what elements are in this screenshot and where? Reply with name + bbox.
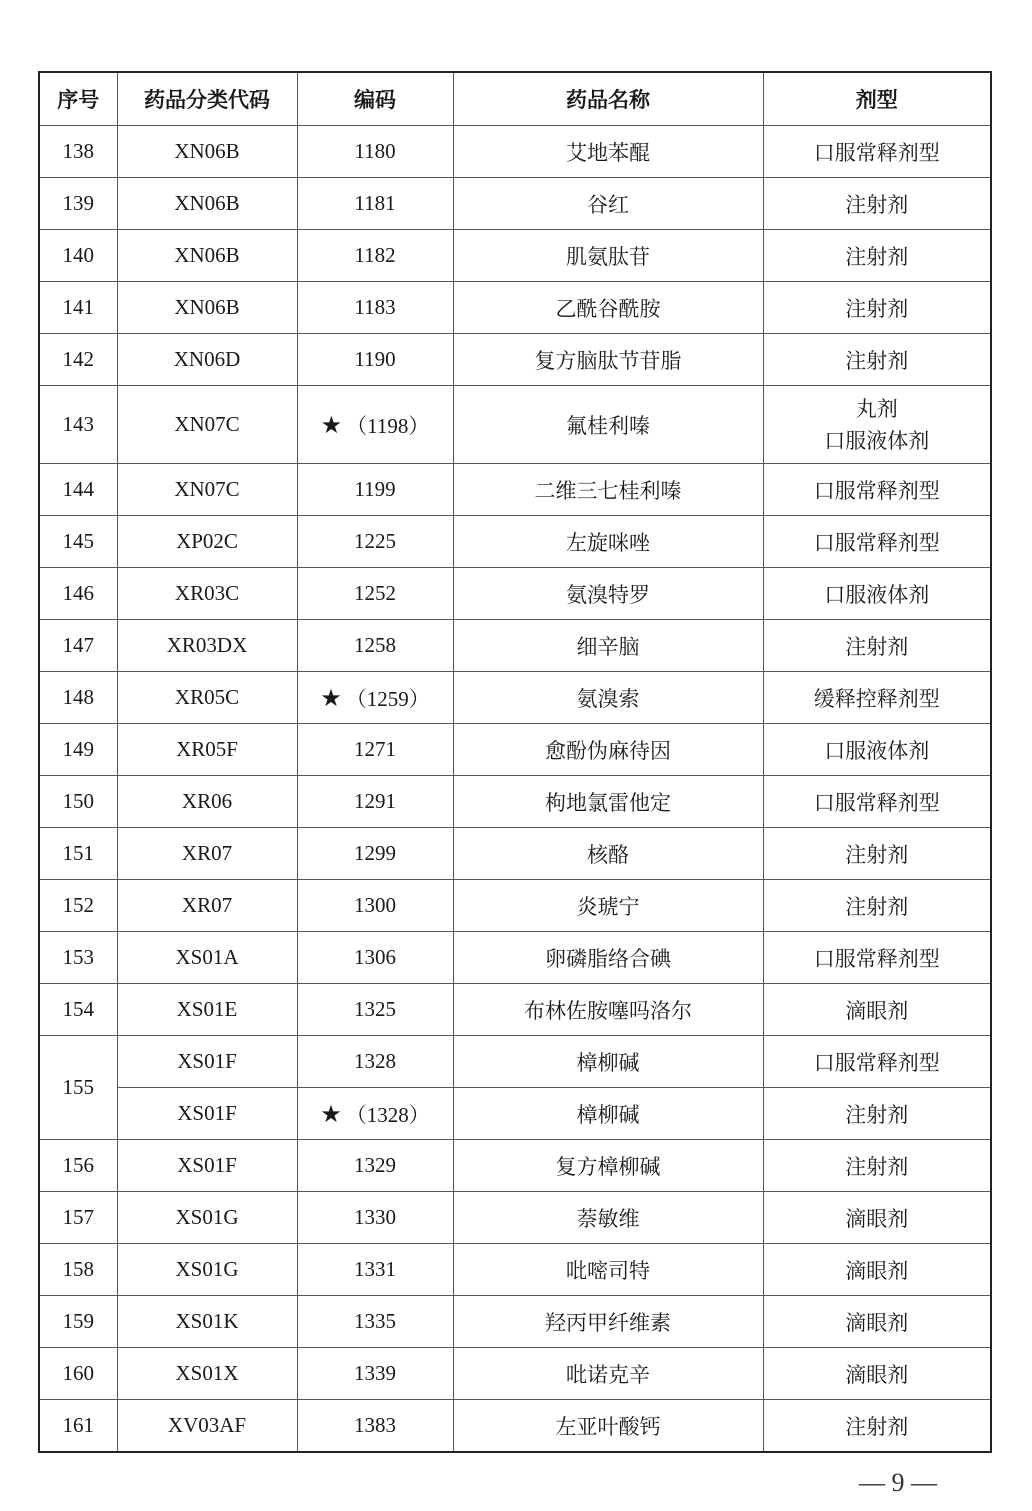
dosage-form-line: 滴眼剂 — [845, 1362, 909, 1387]
cell-drug-name: 氟桂利嗪 — [453, 386, 763, 464]
cell-category-code: XN06B — [117, 178, 297, 230]
cell-category-code: XS01A — [117, 932, 297, 984]
dosage-form-line: 注射剂 — [845, 296, 909, 321]
dosage-form-line: 口服常释剂型 — [813, 790, 940, 815]
cell-code — [297, 1088, 453, 1140]
code-value: 1330 — [354, 1205, 396, 1229]
page-number: — 9 — — [859, 1468, 937, 1497]
cell-drug-name: 氨溴特罗 — [453, 568, 763, 620]
dosage-form-line: 注射剂 — [845, 1102, 909, 1127]
table-row — [39, 1192, 991, 1244]
cell-code — [297, 464, 453, 516]
cell-seq: 157 — [39, 1192, 117, 1244]
code-value: 1180 — [354, 139, 396, 163]
dosage-form-line: 丸剂 — [855, 396, 898, 421]
cell-dosage-form — [763, 516, 991, 568]
cell-seq: 152 — [39, 880, 117, 932]
cell-seq: 140 — [39, 230, 117, 282]
table-row — [39, 620, 991, 672]
star-icon: ★ — [320, 412, 343, 439]
cell-dosage-form — [763, 620, 991, 672]
cell-dosage-form — [763, 880, 991, 932]
cell-category-code: XS01X — [117, 1348, 297, 1400]
cell-category-code: XR03DX — [117, 620, 297, 672]
cell-category-code: XN06B — [117, 230, 297, 282]
cell-code — [297, 724, 453, 776]
table-row — [39, 672, 991, 724]
table-row — [39, 828, 991, 880]
cell-seq: 155 — [39, 1036, 117, 1140]
cell-drug-name: 吡嘧司特 — [453, 1244, 763, 1296]
cell-seq: 153 — [39, 932, 117, 984]
cell-category-code: XR06 — [117, 776, 297, 828]
cell-category-code: XP02C — [117, 516, 297, 568]
cell-dosage-form — [763, 178, 991, 230]
cell-seq: 159 — [39, 1296, 117, 1348]
code-value: （1328） — [345, 1102, 430, 1127]
cell-drug-name: 樟柳碱 — [453, 1088, 763, 1140]
cell-dosage-form — [763, 334, 991, 386]
cell-category-code: XN07C — [117, 386, 297, 464]
code-value: （1259） — [345, 686, 430, 711]
dosage-form-line: 口服液体剂 — [824, 582, 930, 607]
header-seq: 序号 — [39, 72, 117, 126]
cell-code — [297, 1348, 453, 1400]
cell-code — [297, 932, 453, 984]
cell-seq: 146 — [39, 568, 117, 620]
code-value: 1339 — [354, 1361, 396, 1385]
cell-seq: 151 — [39, 828, 117, 880]
code-value: 1225 — [354, 529, 396, 553]
table-row — [39, 178, 991, 230]
table-row — [39, 1400, 991, 1453]
cell-code — [297, 620, 453, 672]
cell-category-code: XS01K — [117, 1296, 297, 1348]
drug-table — [38, 71, 992, 1453]
cell-seq: 158 — [39, 1244, 117, 1296]
cell-code — [297, 1296, 453, 1348]
table-row — [39, 1296, 991, 1348]
dosage-form-line: 缓释控释剂型 — [813, 686, 940, 711]
cell-dosage-form — [763, 672, 991, 724]
dosage-form-line: 注射剂 — [845, 894, 909, 919]
cell-dosage-form — [763, 126, 991, 178]
dosage-form-line: 注射剂 — [845, 842, 909, 867]
code-value: 1190 — [354, 347, 396, 371]
cell-dosage-form — [763, 932, 991, 984]
cell-category-code: XN06B — [117, 126, 297, 178]
cell-code — [297, 230, 453, 282]
cell-drug-name: 谷红 — [453, 178, 763, 230]
table-row — [39, 1348, 991, 1400]
cell-code — [297, 1036, 453, 1088]
cell-dosage-form — [763, 464, 991, 516]
table-row — [39, 386, 991, 464]
code-value: 1331 — [354, 1257, 396, 1281]
cell-dosage-form — [763, 1140, 991, 1192]
cell-drug-name: 左旋咪唑 — [453, 516, 763, 568]
code-value: 1258 — [354, 633, 396, 657]
code-value: 1181 — [354, 191, 396, 215]
table-row — [39, 334, 991, 386]
table-row — [39, 776, 991, 828]
cell-category-code: XS01E — [117, 984, 297, 1036]
cell-drug-name: 细辛脑 — [453, 620, 763, 672]
cell-drug-name: 炎琥宁 — [453, 880, 763, 932]
dosage-form-line: 口服常释剂型 — [813, 478, 940, 503]
cell-dosage-form — [763, 1296, 991, 1348]
cell-seq: 156 — [39, 1140, 117, 1192]
code-value: 1383 — [354, 1413, 396, 1437]
cell-seq: 138 — [39, 126, 117, 178]
cell-drug-name: 核酪 — [453, 828, 763, 880]
code-value: 1306 — [354, 945, 396, 969]
code-value: 1183 — [354, 295, 396, 319]
cell-category-code: XS01F — [117, 1036, 297, 1088]
cell-dosage-form — [763, 1400, 991, 1453]
dosage-form-line: 滴眼剂 — [845, 998, 909, 1023]
cell-category-code: XS01F — [117, 1088, 297, 1140]
dosage-form-line: 口服液体剂 — [824, 428, 930, 453]
cell-code — [297, 178, 453, 230]
table-row — [39, 1244, 991, 1296]
dosage-form-line: 注射剂 — [845, 634, 909, 659]
cell-category-code: XN07C — [117, 464, 297, 516]
cell-drug-name: 萘敏维 — [453, 1192, 763, 1244]
table-row — [39, 568, 991, 620]
cell-drug-name: 樟柳碱 — [453, 1036, 763, 1088]
cell-dosage-form — [763, 984, 991, 1036]
dosage-form-line: 注射剂 — [845, 192, 909, 217]
table-row — [39, 464, 991, 516]
code-value: 1300 — [354, 893, 396, 917]
table-row — [39, 724, 991, 776]
cell-drug-name: 肌氨肽苷 — [453, 230, 763, 282]
dosage-form-line: 注射剂 — [845, 348, 909, 373]
cell-seq: 143 — [39, 386, 117, 464]
header-category-code: 药品分类代码 — [117, 72, 297, 126]
cell-seq: 154 — [39, 984, 117, 1036]
code-value: （1198） — [346, 413, 430, 438]
cell-drug-name: 左亚叶酸钙 — [453, 1400, 763, 1453]
cell-code — [297, 672, 453, 724]
dosage-form-line: 注射剂 — [845, 1154, 909, 1179]
cell-code — [297, 386, 453, 464]
cell-dosage-form — [763, 1244, 991, 1296]
cell-seq: 145 — [39, 516, 117, 568]
table-row — [39, 516, 991, 568]
table-row — [39, 880, 991, 932]
header-code: 编码 — [297, 72, 453, 126]
cell-code — [297, 984, 453, 1036]
cell-seq: 148 — [39, 672, 117, 724]
dosage-form-line: 口服常释剂型 — [813, 530, 940, 555]
cell-category-code: XN06B — [117, 282, 297, 334]
code-value: 1329 — [354, 1153, 396, 1177]
cell-drug-name: 乙酰谷酰胺 — [453, 282, 763, 334]
cell-drug-name: 愈酚伪麻待因 — [453, 724, 763, 776]
cell-drug-name: 吡诺克辛 — [453, 1348, 763, 1400]
cell-dosage-form — [763, 230, 991, 282]
cell-category-code: XR07 — [117, 880, 297, 932]
cell-category-code: XS01F — [117, 1140, 297, 1192]
table-row — [39, 932, 991, 984]
code-value: 1291 — [354, 789, 396, 813]
code-value: 1328 — [354, 1049, 396, 1073]
cell-seq: 149 — [39, 724, 117, 776]
cell-dosage-form — [763, 1036, 991, 1088]
cell-seq: 141 — [39, 282, 117, 334]
cell-drug-name: 复方樟柳碱 — [453, 1140, 763, 1192]
dosage-form-line: 滴眼剂 — [845, 1310, 909, 1335]
table-row — [39, 126, 991, 178]
cell-drug-name: 枸地氯雷他定 — [453, 776, 763, 828]
cell-seq: 160 — [39, 1348, 117, 1400]
cell-code — [297, 126, 453, 178]
cell-drug-name: 艾地苯醌 — [453, 126, 763, 178]
cell-category-code: XV03AF — [117, 1400, 297, 1453]
cell-code — [297, 828, 453, 880]
cell-dosage-form — [763, 386, 991, 464]
code-value: 1199 — [354, 477, 396, 501]
cell-seq: 161 — [39, 1400, 117, 1453]
cell-dosage-form — [763, 828, 991, 880]
cell-code — [297, 1244, 453, 1296]
header-drug-name: 药品名称 — [453, 72, 763, 126]
dosage-form-line: 口服常释剂型 — [813, 140, 940, 165]
cell-drug-name: 卵磷脂络合碘 — [453, 932, 763, 984]
cell-dosage-form — [763, 1088, 991, 1140]
cell-category-code: XR05F — [117, 724, 297, 776]
dosage-form-line: 口服常释剂型 — [813, 946, 940, 971]
dosage-form-line: 注射剂 — [845, 1414, 909, 1439]
table-row — [39, 1036, 991, 1088]
cell-code — [297, 1400, 453, 1453]
code-value: 1299 — [354, 841, 396, 865]
table-row — [39, 1140, 991, 1192]
cell-code — [297, 880, 453, 932]
cell-code — [297, 516, 453, 568]
cell-dosage-form — [763, 282, 991, 334]
cell-dosage-form — [763, 568, 991, 620]
cell-code — [297, 776, 453, 828]
cell-code — [297, 1192, 453, 1244]
cell-category-code: XS01G — [117, 1192, 297, 1244]
cell-drug-name: 羟丙甲纤维素 — [453, 1296, 763, 1348]
cell-code — [297, 1140, 453, 1192]
cell-category-code: XN06D — [117, 334, 297, 386]
cell-seq: 139 — [39, 178, 117, 230]
table-row — [39, 230, 991, 282]
cell-dosage-form — [763, 1348, 991, 1400]
dosage-form-line: 口服常释剂型 — [813, 1050, 940, 1075]
cell-category-code: XR05C — [117, 672, 297, 724]
cell-drug-name: 复方脑肽节苷脂 — [453, 334, 763, 386]
table-row — [39, 984, 991, 1036]
code-value: 1325 — [354, 997, 396, 1021]
cell-drug-name: 二维三七桂利嗪 — [453, 464, 763, 516]
cell-seq: 144 — [39, 464, 117, 516]
dosage-form-line: 口服液体剂 — [824, 738, 930, 763]
code-value: 1335 — [354, 1309, 396, 1333]
code-value: 1182 — [354, 243, 396, 267]
star-icon: ★ — [320, 685, 342, 712]
dosage-form-line: 滴眼剂 — [845, 1206, 909, 1231]
cell-dosage-form — [763, 776, 991, 828]
cell-code — [297, 334, 453, 386]
table-row — [39, 1088, 991, 1140]
cell-dosage-form — [763, 1192, 991, 1244]
cell-category-code: XS01G — [117, 1244, 297, 1296]
dosage-form-line: 滴眼剂 — [845, 1258, 909, 1283]
header-dosage-form: 剂型 — [763, 72, 991, 126]
cell-code — [297, 282, 453, 334]
cell-seq: 150 — [39, 776, 117, 828]
code-value: 1271 — [354, 737, 396, 761]
cell-drug-name: 布林佐胺噻吗洛尔 — [453, 984, 763, 1036]
table-row — [39, 282, 991, 334]
cell-seq: 142 — [39, 334, 117, 386]
cell-dosage-form — [763, 724, 991, 776]
cell-code — [297, 568, 453, 620]
code-value: 1252 — [354, 581, 396, 605]
cell-category-code: XR07 — [117, 828, 297, 880]
cell-category-code: XR03C — [117, 568, 297, 620]
header-row — [39, 72, 991, 126]
star-icon: ★ — [320, 1101, 342, 1128]
dosage-form-line: 注射剂 — [845, 244, 909, 269]
cell-drug-name: 氨溴索 — [453, 672, 763, 724]
cell-seq: 147 — [39, 620, 117, 672]
